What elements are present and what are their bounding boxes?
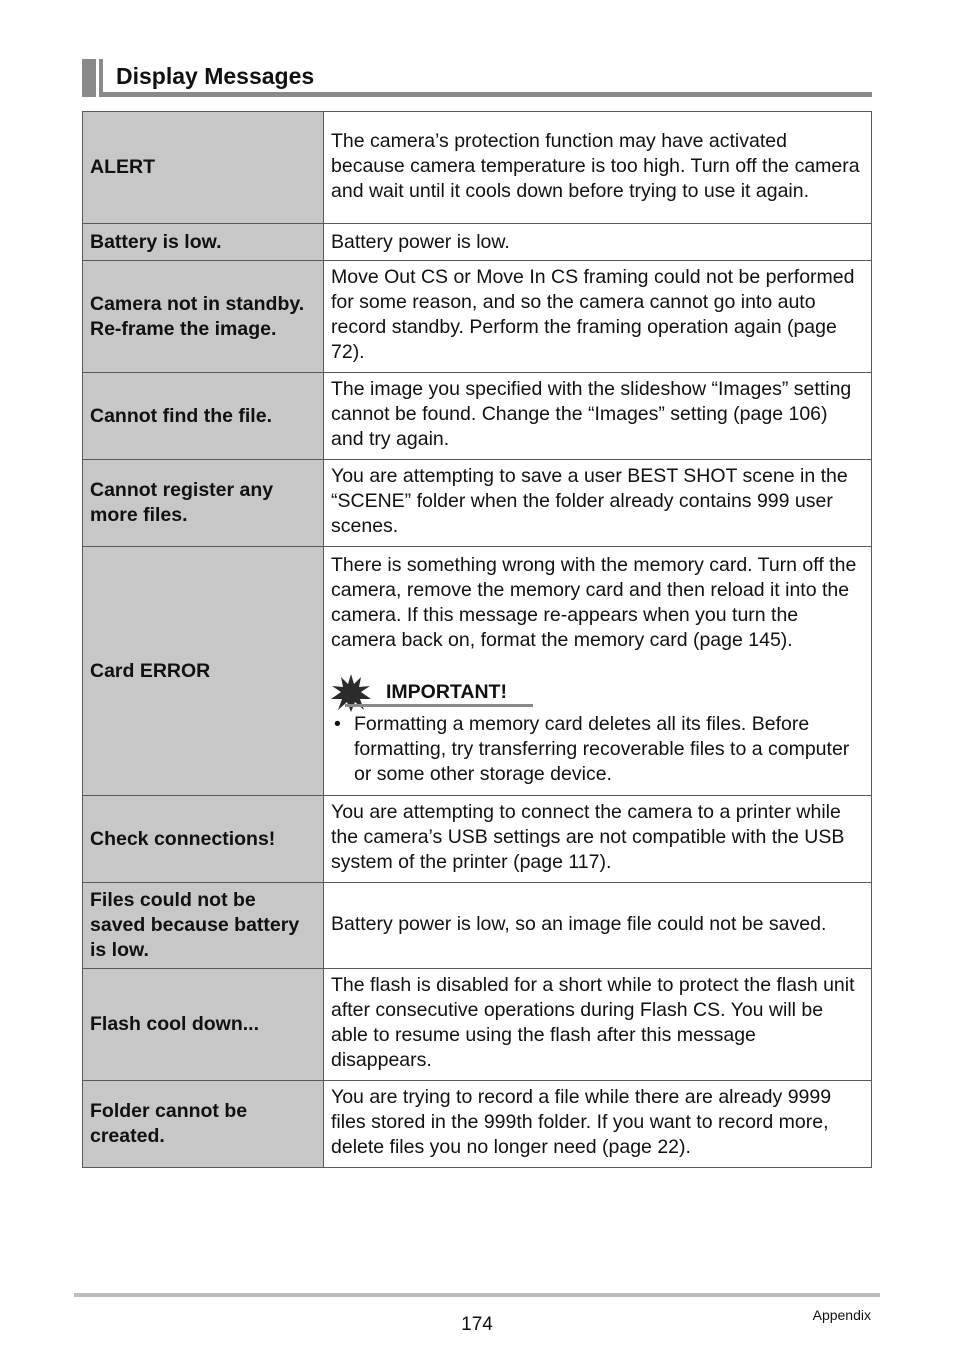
message-description: Battery power is low. [324,224,872,261]
page-number: 174 [461,1314,493,1335]
message-term: Card ERROR [83,547,324,796]
header-underline [103,92,872,97]
footer-rule [74,1293,880,1297]
table-row [83,969,872,1081]
bullet-mark: • [334,712,341,735]
message-term: Files could not be saved because battery is low. [83,883,324,969]
message-description: Battery power is low, so an image file could not be saved. [324,883,872,969]
table-row [83,224,872,261]
message-description: You are attempting to connect the camera to a printer while the camera’s USB settings are not compatible with the USB system of the printer (page 117). [324,796,872,883]
message-term: Cannot register any more files. [83,460,324,547]
section-title: Display Messages [116,63,315,89]
important-bullet-item [331,712,861,787]
message-description [324,547,872,796]
table-row [83,883,872,969]
message-description: The camera’s protection function may have activated because camera temperature is too high. Turn off the camera and wait until it cools down before trying to use it again. [324,112,872,224]
table-row [83,373,872,460]
table-row [83,112,872,224]
header-marker-bar [82,59,96,97]
important-underline [345,704,533,707]
table-row [83,1081,872,1168]
important-bullet-text: Formatting a memory card deletes all its files. Before formatting, try transferring recoverable files to a computer or some other storage device. [354,712,850,785]
message-description: You are attempting to save a user BEST SHOT scene in the “SCENE” folder when the folder already contains 999 user scenes. [324,460,872,547]
message-term: Camera not in standby. Re-frame the image. [83,261,324,373]
message-description: Move Out CS or Move In CS framing could not be performed for some reason, and so the camera cannot go into auto record standby. Perform the framing operation again (page 72). [324,261,872,373]
message-term: ALERT [83,112,324,224]
table-row [83,796,872,883]
message-description: The flash is disabled for a short while to protect the flash unit after consecutive operations during Flash CS. You will be able to resume using the flash after this message disappears. [324,969,872,1081]
footer-section-name: Appendix [812,1307,871,1323]
important-label: IMPORTANT! [386,680,507,703]
table-row [83,547,872,796]
message-description-text: There is something wrong with the memory card. Turn off the camera, remove the memory card and then reload it into the camera. If this message re-appears when you turn the camera back on, format the memory card (page 145). [331,553,857,651]
message-term: Battery is low. [83,224,324,261]
section-header [82,59,872,97]
message-term: Cannot find the file. [83,373,324,460]
table-row [83,460,872,547]
message-term: Check connections! [83,796,324,883]
message-term: Flash cool down... [83,969,324,1081]
table-row [83,261,872,373]
message-term: Folder cannot be created. [83,1081,324,1168]
message-description: You are trying to record a file while there are already 9999 files stored in the 999th folder. If you want to record more, delete files you no longer need (page 22). [324,1081,872,1168]
message-description: The image you specified with the slideshow “Images” setting cannot be found. Change the “Images” setting (page 106) and try again. [324,373,872,460]
important-note-header [331,674,861,712]
display-messages-table [82,111,872,1168]
